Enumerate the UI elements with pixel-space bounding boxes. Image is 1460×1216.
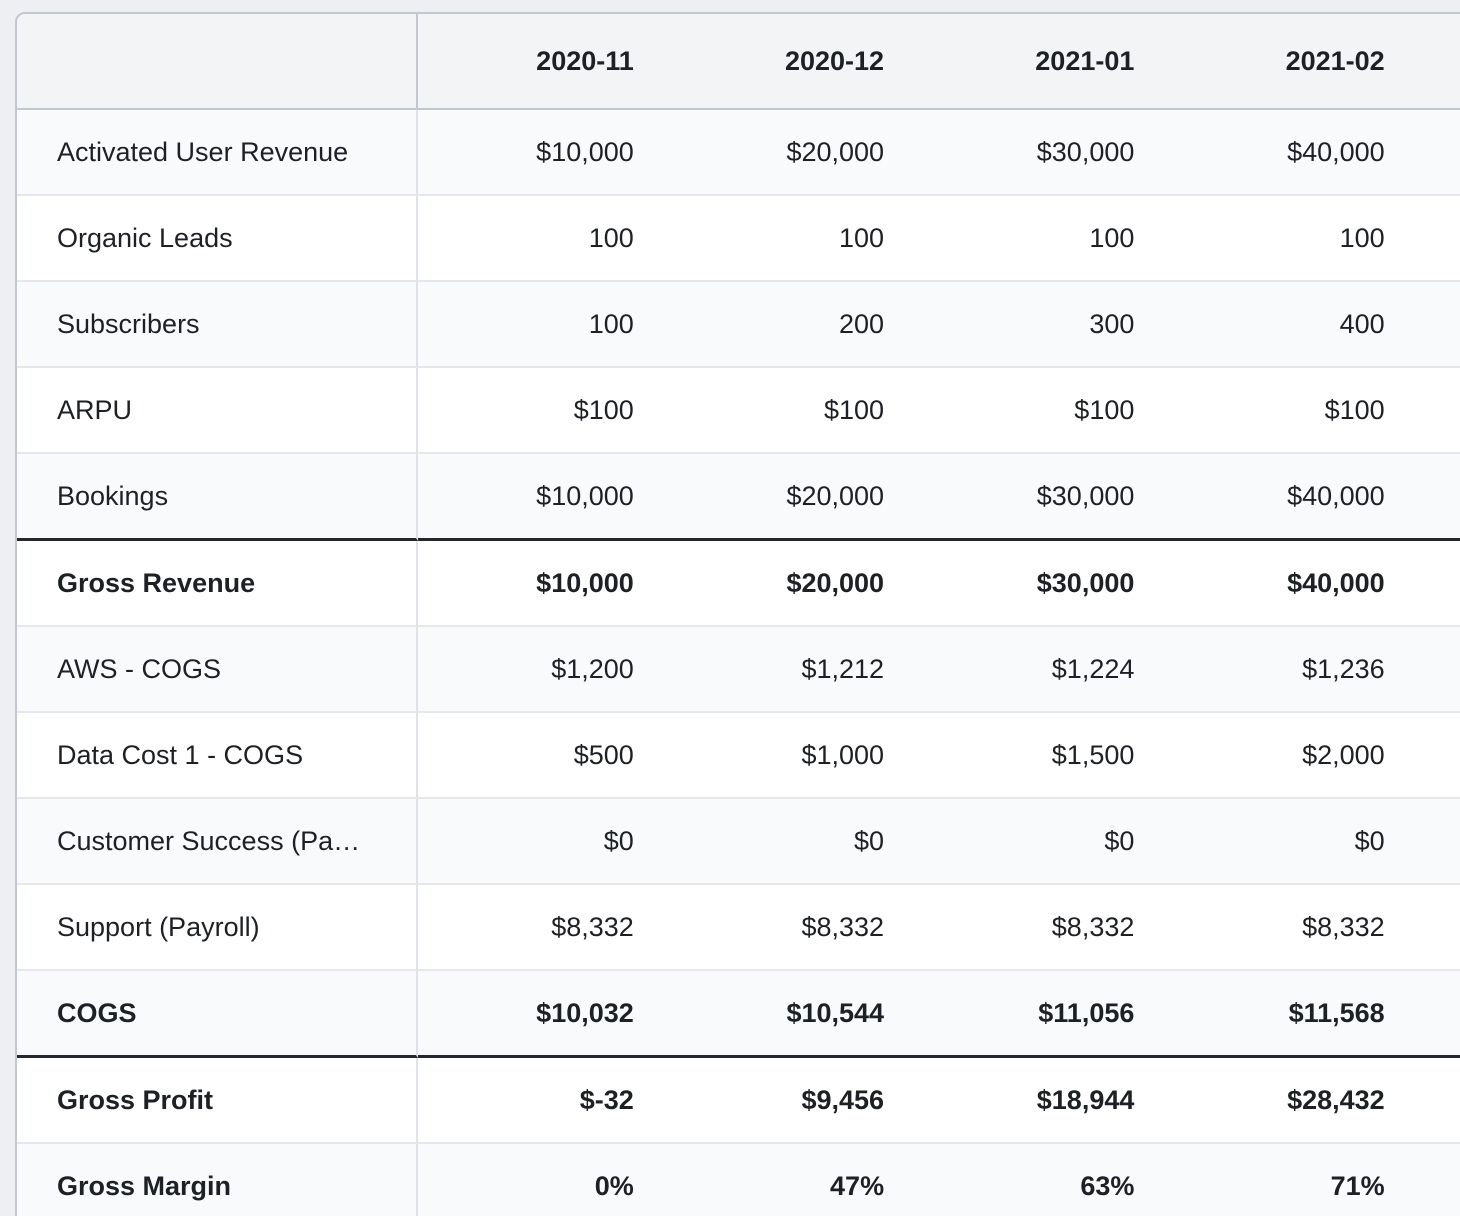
value-cell[interactable]: $28,432 [1169,1058,1419,1144]
value-cell[interactable]: $40,000 [1169,541,1419,627]
value-cell[interactable]: $30,000 [919,541,1169,627]
partial-column-cell [1420,454,1460,541]
row-label[interactable]: Subscribers [17,282,418,368]
value-cell[interactable]: 200 [669,282,919,368]
value-cell[interactable]: $18,944 [919,1058,1169,1144]
value-cell[interactable]: $10,032 [418,971,668,1058]
value-cell[interactable]: $1,000 [669,713,919,799]
row-label[interactable]: ARPU [17,368,418,454]
value-cell[interactable]: 71% [1169,1144,1419,1216]
table-row-bookings [17,454,1460,541]
value-cell[interactable]: 100 [919,196,1169,282]
row-label[interactable]: Activated User Revenue [17,110,418,196]
row-label[interactable]: Bookings [17,454,418,541]
row-label[interactable]: Data Cost 1 - COGS [17,713,418,799]
value-cell[interactable]: $11,568 [1169,971,1419,1058]
column-header-partial [1420,14,1460,110]
value-cell[interactable]: $8,332 [919,885,1169,971]
value-cell[interactable]: $100 [418,368,668,454]
value-cell[interactable]: $1,500 [919,713,1169,799]
value-cell[interactable]: $30,000 [919,454,1169,541]
column-header-2021-01: 2021-01 [919,14,1169,110]
table-row-support-payroll [17,885,1460,971]
partial-column-cell [1420,713,1460,799]
header-row [17,14,1460,110]
table-row-arpu [17,368,1460,454]
row-label[interactable]: Gross Margin [17,1144,418,1216]
row-label[interactable]: AWS - COGS [17,627,418,713]
value-cell[interactable]: $10,000 [418,541,668,627]
value-cell[interactable]: $500 [418,713,668,799]
value-cell[interactable]: 100 [669,196,919,282]
value-cell[interactable]: 0% [418,1144,668,1216]
row-label[interactable]: Gross Revenue [17,541,418,627]
value-cell[interactable]: $-32 [418,1058,668,1144]
value-cell[interactable]: $9,456 [669,1058,919,1144]
partial-column-cell [1420,541,1460,627]
partial-column-cell [1420,368,1460,454]
table-row-gross-revenue [17,541,1460,627]
partial-column-cell [1420,885,1460,971]
value-cell[interactable]: $10,000 [418,454,668,541]
value-cell[interactable]: $10,000 [418,110,668,196]
value-cell[interactable]: $1,212 [669,627,919,713]
value-cell[interactable]: $40,000 [1169,110,1419,196]
value-cell[interactable]: $11,056 [919,971,1169,1058]
value-cell[interactable]: $20,000 [669,110,919,196]
value-cell[interactable]: $0 [919,799,1169,885]
table-row-organic-leads [17,196,1460,282]
value-cell[interactable]: $100 [1169,368,1419,454]
value-cell[interactable]: $0 [669,799,919,885]
value-cell[interactable]: 100 [1169,196,1419,282]
value-cell[interactable]: $10,544 [669,971,919,1058]
row-label-column-header [17,14,418,110]
table-row-gross-margin [17,1144,1460,1216]
row-label[interactable]: Gross Profit [17,1058,418,1144]
row-label[interactable]: Organic Leads [17,196,418,282]
row-label[interactable]: COGS [17,971,418,1058]
table-row-aws-cogs [17,627,1460,713]
partial-column-cell [1420,971,1460,1058]
value-cell[interactable]: 47% [669,1144,919,1216]
value-cell[interactable]: $20,000 [669,541,919,627]
value-cell[interactable]: 300 [919,282,1169,368]
value-cell[interactable]: $1,236 [1169,627,1419,713]
value-cell[interactable]: $8,332 [1169,885,1419,971]
value-cell[interactable]: $20,000 [669,454,919,541]
value-cell[interactable]: $40,000 [1169,454,1419,541]
partial-column-cell [1420,196,1460,282]
value-cell[interactable]: $8,332 [418,885,668,971]
partial-column-cell [1420,110,1460,196]
partial-column-cell [1420,1144,1460,1216]
table-row-customer-success-pa [17,799,1460,885]
column-header-2021-02: 2021-02 [1169,14,1419,110]
value-cell[interactable]: 400 [1169,282,1419,368]
value-cell[interactable]: $2,000 [1169,713,1419,799]
column-header-2020-11: 2020-11 [418,14,668,110]
value-cell[interactable]: $1,200 [418,627,668,713]
partial-column-cell [1420,799,1460,885]
column-header-2020-12: 2020-12 [669,14,919,110]
partial-column-cell [1420,282,1460,368]
value-cell[interactable]: $30,000 [919,110,1169,196]
value-cell[interactable]: $100 [919,368,1169,454]
table-row-cogs [17,971,1460,1058]
value-cell[interactable]: 100 [418,196,668,282]
value-cell[interactable]: $8,332 [669,885,919,971]
value-cell[interactable]: $0 [1169,799,1419,885]
table-row-activated-user-revenue [17,110,1460,196]
row-label[interactable]: Support (Payroll) [17,885,418,971]
metrics-table [17,14,1460,1216]
value-cell[interactable]: $100 [669,368,919,454]
row-label[interactable]: Customer Success (Pa… [17,799,418,885]
value-cell[interactable]: $1,224 [919,627,1169,713]
table-row-data-cost-1-cogs [17,713,1460,799]
value-cell[interactable]: $0 [418,799,668,885]
table-row-subscribers [17,282,1460,368]
financial-model-table [15,12,1460,1216]
partial-column-cell [1420,1058,1460,1144]
value-cell[interactable]: 100 [418,282,668,368]
table-row-gross-profit [17,1058,1460,1144]
value-cell[interactable]: 63% [919,1144,1169,1216]
partial-column-cell [1420,627,1460,713]
